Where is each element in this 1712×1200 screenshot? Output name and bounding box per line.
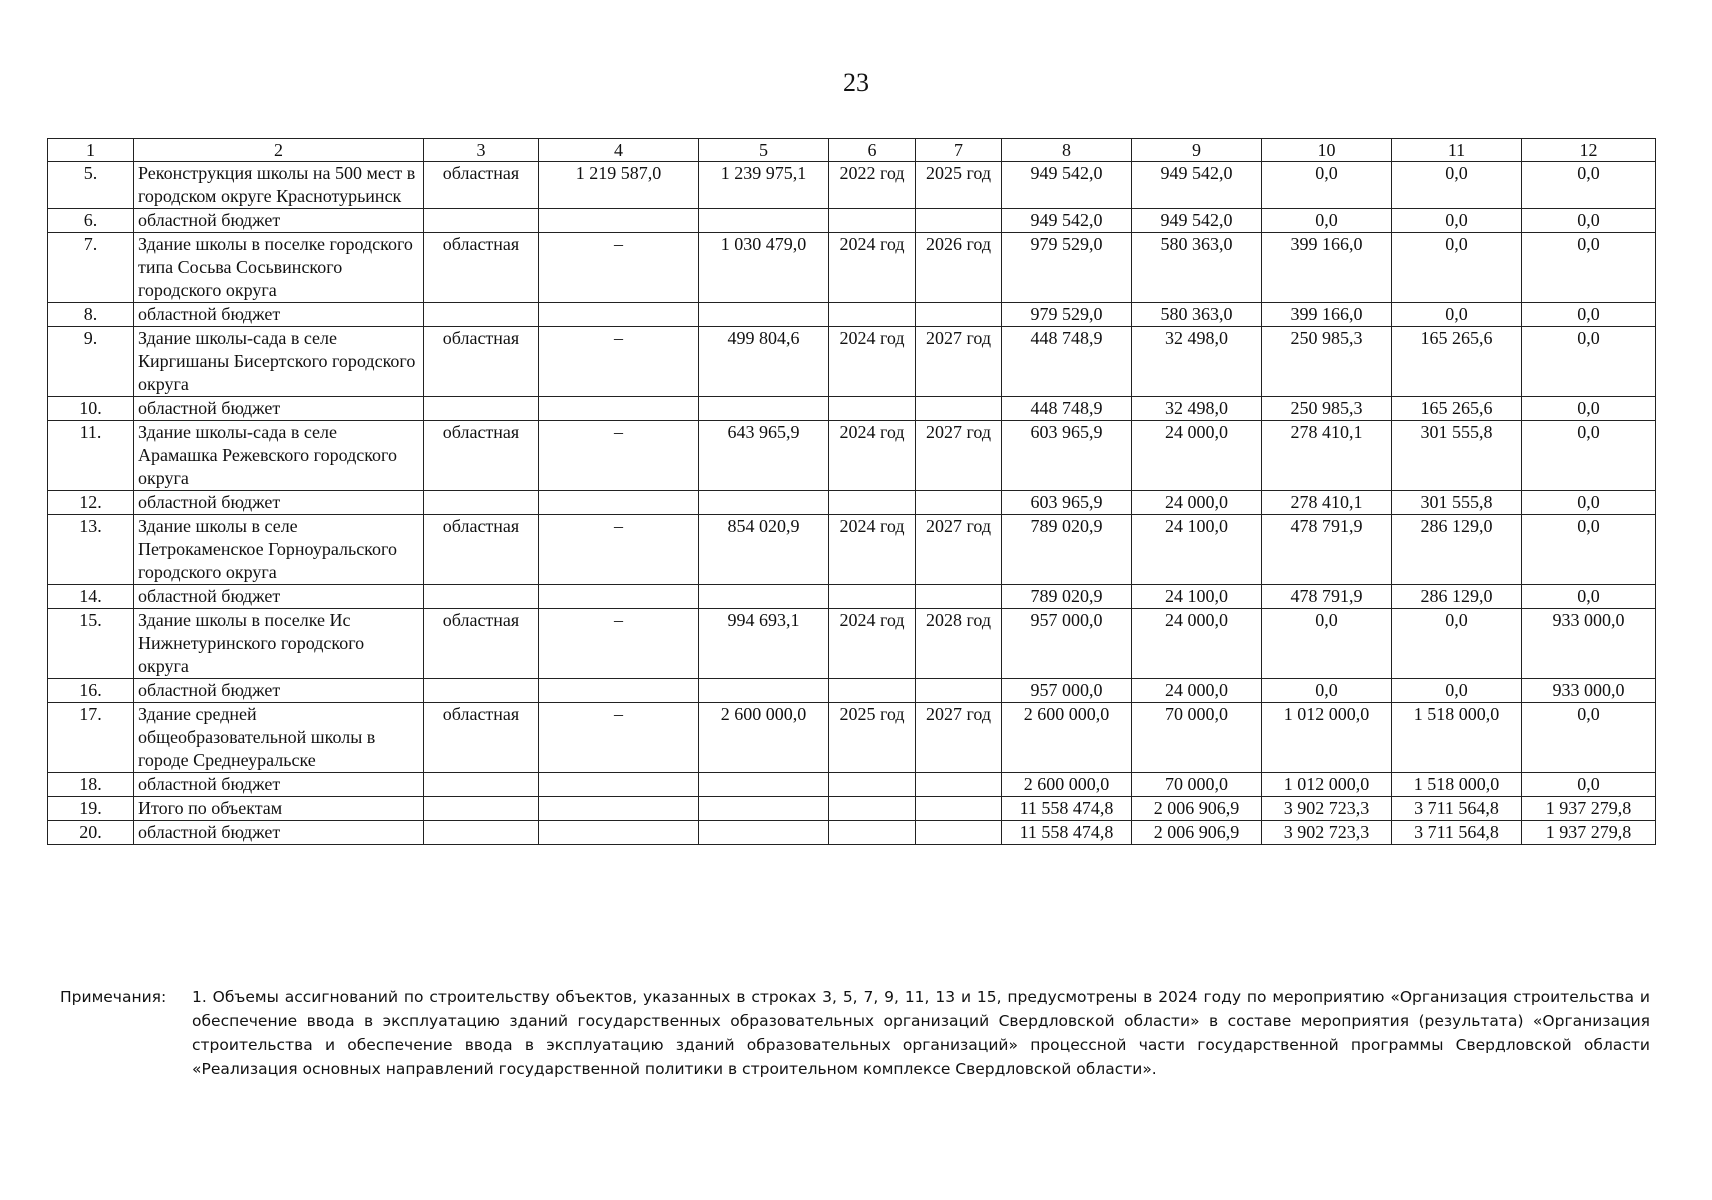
table-cell-c3: областная [424, 421, 539, 491]
table-cell-c4: – [539, 703, 699, 773]
table-cell-c10: 399 166,0 [1262, 233, 1392, 303]
table-cell-c2: Здание школы в селе Петрокаменское Горноуральского городского округа [134, 515, 424, 585]
table-cell-c9: 70 000,0 [1132, 703, 1262, 773]
table-cell-c1: 18. [48, 773, 134, 797]
table-cell-c8: 11 558 474,8 [1002, 821, 1132, 845]
table-cell-c8: 979 529,0 [1002, 233, 1132, 303]
table-cell-c10: 278 410,1 [1262, 491, 1392, 515]
table-row [48, 327, 1656, 397]
table-cell-c1: 12. [48, 491, 134, 515]
table-row [48, 491, 1656, 515]
table-cell-c7: 2027 год [916, 703, 1002, 773]
table-cell-c11: 165 265,6 [1392, 397, 1522, 421]
table-cell-c5 [699, 303, 829, 327]
table-cell-c7: 2025 год [916, 162, 1002, 209]
table-cell-c2: областной бюджет [134, 773, 424, 797]
table-cell-c4: – [539, 233, 699, 303]
table-row [48, 773, 1656, 797]
table-cell-c6: 2025 год [829, 703, 916, 773]
header-cell: 9 [1132, 139, 1262, 162]
table-cell-c10: 0,0 [1262, 679, 1392, 703]
table-cell-c1: 20. [48, 821, 134, 845]
table-cell-c11: 286 129,0 [1392, 515, 1522, 585]
table-cell-c5 [699, 679, 829, 703]
table-cell-c3 [424, 679, 539, 703]
table-cell-c7: 2027 год [916, 327, 1002, 397]
table-cell-c5: 2 600 000,0 [699, 703, 829, 773]
table-cell-c2: Итого по объектам [134, 797, 424, 821]
table-cell-c2: областной бюджет [134, 585, 424, 609]
table-cell-c10: 0,0 [1262, 609, 1392, 679]
table-row [48, 515, 1656, 585]
table-cell-c1: 5. [48, 162, 134, 209]
table-cell-c11: 1 518 000,0 [1392, 703, 1522, 773]
table-cell-c8: 789 020,9 [1002, 515, 1132, 585]
table-cell-c3 [424, 797, 539, 821]
table-cell-c10: 478 791,9 [1262, 585, 1392, 609]
table-cell-c10: 1 012 000,0 [1262, 703, 1392, 773]
table-cell-c5 [699, 209, 829, 233]
table-cell-c4: – [539, 327, 699, 397]
table-cell-c9: 24 000,0 [1132, 609, 1262, 679]
budget-table [47, 138, 1656, 845]
table-cell-c1: 11. [48, 421, 134, 491]
table-row [48, 421, 1656, 491]
table-cell-c2: областной бюджет [134, 397, 424, 421]
table-cell-c3 [424, 491, 539, 515]
table-cell-c9: 949 542,0 [1132, 162, 1262, 209]
table-cell-c4 [539, 303, 699, 327]
table-cell-c1: 8. [48, 303, 134, 327]
table-cell-c1: 9. [48, 327, 134, 397]
table-cell-c12: 0,0 [1522, 209, 1656, 233]
table-cell-c2: областной бюджет [134, 679, 424, 703]
table-cell-c9: 24 000,0 [1132, 421, 1262, 491]
table-cell-c9: 580 363,0 [1132, 233, 1262, 303]
table-cell-c2: Здание школы в поселке городского типа Сосьва Сосьвинского городского округа [134, 233, 424, 303]
table-cell-c12: 933 000,0 [1522, 679, 1656, 703]
table-cell-c5 [699, 821, 829, 845]
table-cell-c3: областная [424, 233, 539, 303]
table-cell-c2: Здание средней общеобразовательной школы в городе Среднеуральске [134, 703, 424, 773]
table-cell-c12: 0,0 [1522, 303, 1656, 327]
table-cell-c5: 854 020,9 [699, 515, 829, 585]
table-cell-c7: 2027 год [916, 421, 1002, 491]
table-cell-c1: 15. [48, 609, 134, 679]
table-cell-c3: областная [424, 515, 539, 585]
table-cell-c9: 580 363,0 [1132, 303, 1262, 327]
table-cell-c3: областная [424, 162, 539, 209]
header-cell: 4 [539, 139, 699, 162]
table-cell-c6 [829, 209, 916, 233]
table-cell-c6: 2024 год [829, 609, 916, 679]
table-cell-c11: 0,0 [1392, 679, 1522, 703]
table-cell-c1: 17. [48, 703, 134, 773]
table-cell-c10: 3 902 723,3 [1262, 821, 1392, 845]
table-cell-c12: 0,0 [1522, 491, 1656, 515]
table-cell-c12: 1 937 279,8 [1522, 797, 1656, 821]
table-cell-c11: 165 265,6 [1392, 327, 1522, 397]
table-cell-c3 [424, 209, 539, 233]
table-cell-c7 [916, 209, 1002, 233]
table-cell-c2: областной бюджет [134, 491, 424, 515]
table-cell-c7 [916, 797, 1002, 821]
table-cell-c11: 0,0 [1392, 303, 1522, 327]
table-cell-c4 [539, 397, 699, 421]
table-cell-c4: – [539, 421, 699, 491]
table-cell-c4 [539, 679, 699, 703]
table-cell-c9: 949 542,0 [1132, 209, 1262, 233]
table-cell-c7: 2026 год [916, 233, 1002, 303]
table-cell-c4 [539, 821, 699, 845]
table-cell-c2: областной бюджет [134, 209, 424, 233]
header-cell: 3 [424, 139, 539, 162]
table-cell-c5: 1 239 975,1 [699, 162, 829, 209]
table-cell-c6: 2022 год [829, 162, 916, 209]
header-cell: 12 [1522, 139, 1656, 162]
table-cell-c7 [916, 491, 1002, 515]
table-cell-c6: 2024 год [829, 233, 916, 303]
table-cell-c9: 70 000,0 [1132, 773, 1262, 797]
table-cell-c10: 399 166,0 [1262, 303, 1392, 327]
table-cell-c8: 448 748,9 [1002, 327, 1132, 397]
header-cell: 10 [1262, 139, 1392, 162]
table-cell-c3 [424, 585, 539, 609]
table-cell-c8: 2 600 000,0 [1002, 703, 1132, 773]
table-cell-c8: 979 529,0 [1002, 303, 1132, 327]
table-cell-c8: 957 000,0 [1002, 609, 1132, 679]
table-cell-c8: 603 965,9 [1002, 421, 1132, 491]
table-cell-c7 [916, 773, 1002, 797]
table-cell-c6 [829, 491, 916, 515]
table-cell-c11: 3 711 564,8 [1392, 797, 1522, 821]
table-cell-c6 [829, 585, 916, 609]
table-cell-c6 [829, 773, 916, 797]
table-cell-c12: 0,0 [1522, 397, 1656, 421]
table-cell-c11: 0,0 [1392, 609, 1522, 679]
table-cell-c2: областной бюджет [134, 303, 424, 327]
table-cell-c4 [539, 209, 699, 233]
table-row [48, 585, 1656, 609]
table-cell-c12: 0,0 [1522, 327, 1656, 397]
header-cell: 8 [1002, 139, 1132, 162]
table-body [48, 162, 1656, 845]
notes-text: 1. Объемы ассигнований по строительству объектов, указанных в строках 3, 5, 7, 9, 11, 13 и 15, предусмотрены в 2024 году по мероприятию «Организация строительства и обеспечение ввода в эксплуатацию зданий государственных образовательных организаций Свердловской области» в составе мероприятия (результата) «Организация строительства и обеспечение ввода в эксплуатацию зданий образовательных организаций» процессной части государственной программы Свердловской области «Реализация основных направлений государственной политики в строительном комплексе Свердловской области». [192, 988, 1650, 1078]
table-cell-c2: Здание школы-сада в селе Арамашка Режевского городского округа [134, 421, 424, 491]
header-row [48, 139, 1656, 162]
table-cell-c10: 250 985,3 [1262, 397, 1392, 421]
table-cell-c9: 24 000,0 [1132, 679, 1262, 703]
table-cell-c11: 286 129,0 [1392, 585, 1522, 609]
table-cell-c9: 24 000,0 [1132, 491, 1262, 515]
table-cell-c6 [829, 797, 916, 821]
table-cell-c8: 11 558 474,8 [1002, 797, 1132, 821]
header-cell: 6 [829, 139, 916, 162]
table-cell-c8: 603 965,9 [1002, 491, 1132, 515]
table-cell-c5: 499 804,6 [699, 327, 829, 397]
header-cell: 7 [916, 139, 1002, 162]
table-cell-c4: 1 219 587,0 [539, 162, 699, 209]
table-cell-c10: 1 012 000,0 [1262, 773, 1392, 797]
header-cell: 1 [48, 139, 134, 162]
table-row [48, 303, 1656, 327]
table-cell-c11: 301 555,8 [1392, 491, 1522, 515]
table-cell-c10: 250 985,3 [1262, 327, 1392, 397]
table-cell-c6 [829, 821, 916, 845]
table-cell-c2: Здание школы в поселке Ис Нижнетуринского городского округа [134, 609, 424, 679]
table-cell-c5: 1 030 479,0 [699, 233, 829, 303]
table-cell-c10: 278 410,1 [1262, 421, 1392, 491]
table-cell-c5: 994 693,1 [699, 609, 829, 679]
table-row [48, 397, 1656, 421]
table-cell-c7 [916, 585, 1002, 609]
table-cell-c9: 24 100,0 [1132, 515, 1262, 585]
table-cell-c4 [539, 585, 699, 609]
notes [60, 985, 1650, 1081]
table-cell-c7 [916, 679, 1002, 703]
table-cell-c1: 6. [48, 209, 134, 233]
table-cell-c1: 13. [48, 515, 134, 585]
table-cell-c5 [699, 773, 829, 797]
table-cell-c9: 2 006 906,9 [1132, 821, 1262, 845]
table-cell-c7 [916, 821, 1002, 845]
table-cell-c1: 7. [48, 233, 134, 303]
table-cell-c1: 10. [48, 397, 134, 421]
table-cell-c12: 0,0 [1522, 421, 1656, 491]
table-cell-c11: 0,0 [1392, 233, 1522, 303]
table-cell-c6 [829, 303, 916, 327]
table-cell-c12: 0,0 [1522, 585, 1656, 609]
table-cell-c12: 0,0 [1522, 162, 1656, 209]
header-cell: 5 [699, 139, 829, 162]
table-cell-c11: 301 555,8 [1392, 421, 1522, 491]
table-cell-c5: 643 965,9 [699, 421, 829, 491]
table-cell-c8: 949 542,0 [1002, 209, 1132, 233]
table-cell-c10: 478 791,9 [1262, 515, 1392, 585]
table-cell-c5 [699, 491, 829, 515]
table-cell-c3: областная [424, 609, 539, 679]
table-cell-c2: областной бюджет [134, 821, 424, 845]
table-cell-c8: 448 748,9 [1002, 397, 1132, 421]
table-cell-c10: 3 902 723,3 [1262, 797, 1392, 821]
table-cell-c3 [424, 303, 539, 327]
table-cell-c3 [424, 773, 539, 797]
table-cell-c5 [699, 797, 829, 821]
table-cell-c4: – [539, 515, 699, 585]
table-cell-c1: 14. [48, 585, 134, 609]
table-cell-c6 [829, 397, 916, 421]
table-cell-c8: 2 600 000,0 [1002, 773, 1132, 797]
table-cell-c3 [424, 397, 539, 421]
table-cell-c10: 0,0 [1262, 209, 1392, 233]
table-cell-c4: – [539, 609, 699, 679]
notes-label: Примечания: [60, 988, 167, 1006]
table-cell-c9: 24 100,0 [1132, 585, 1262, 609]
table-cell-c7 [916, 303, 1002, 327]
table-cell-c3: областная [424, 703, 539, 773]
table-row [48, 821, 1656, 845]
table-cell-c3 [424, 821, 539, 845]
table-cell-c1: 19. [48, 797, 134, 821]
table-cell-c12: 0,0 [1522, 703, 1656, 773]
table-row [48, 162, 1656, 209]
table-row [48, 679, 1656, 703]
table-cell-c12: 933 000,0 [1522, 609, 1656, 679]
table-cell-c7: 2027 год [916, 515, 1002, 585]
table-cell-c4 [539, 797, 699, 821]
table-row [48, 797, 1656, 821]
table-cell-c5 [699, 585, 829, 609]
table-cell-c8: 957 000,0 [1002, 679, 1132, 703]
table-cell-c2: Реконструкция школы на 500 мест в городском округе Краснотурьинск [134, 162, 424, 209]
table-cell-c9: 32 498,0 [1132, 397, 1262, 421]
table-cell-c4 [539, 491, 699, 515]
table-cell-c2: Здание школы-сада в селе Киргишаны Бисертского городского округа [134, 327, 424, 397]
table-cell-c10: 0,0 [1262, 162, 1392, 209]
table-cell-c11: 0,0 [1392, 209, 1522, 233]
table-row [48, 233, 1656, 303]
table-cell-c12: 0,0 [1522, 515, 1656, 585]
table-cell-c6: 2024 год [829, 327, 916, 397]
table-cell-c7: 2028 год [916, 609, 1002, 679]
table-cell-c8: 949 542,0 [1002, 162, 1132, 209]
table-cell-c4 [539, 773, 699, 797]
table-row [48, 609, 1656, 679]
table-cell-c12: 0,0 [1522, 233, 1656, 303]
table-cell-c3: областная [424, 327, 539, 397]
table-row [48, 703, 1656, 773]
table-cell-c12: 1 937 279,8 [1522, 821, 1656, 845]
table-cell-c11: 3 711 564,8 [1392, 821, 1522, 845]
header-cell: 11 [1392, 139, 1522, 162]
table-cell-c7 [916, 397, 1002, 421]
page-number: 23 [843, 68, 869, 97]
table-row [48, 209, 1656, 233]
table-cell-c6 [829, 679, 916, 703]
table-cell-c1: 16. [48, 679, 134, 703]
table-cell-c6: 2024 год [829, 421, 916, 491]
table-cell-c6: 2024 год [829, 515, 916, 585]
table-cell-c8: 789 020,9 [1002, 585, 1132, 609]
table-cell-c5 [699, 397, 829, 421]
table-cell-c9: 2 006 906,9 [1132, 797, 1262, 821]
table-cell-c9: 32 498,0 [1132, 327, 1262, 397]
table-cell-c12: 0,0 [1522, 773, 1656, 797]
table-cell-c11: 0,0 [1392, 162, 1522, 209]
table-cell-c11: 1 518 000,0 [1392, 773, 1522, 797]
header-cell: 2 [134, 139, 424, 162]
